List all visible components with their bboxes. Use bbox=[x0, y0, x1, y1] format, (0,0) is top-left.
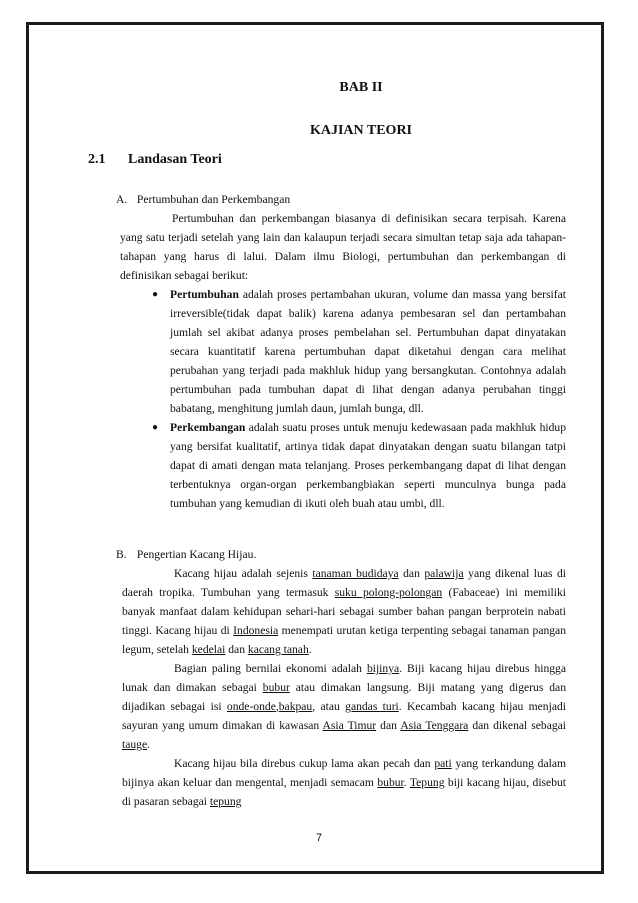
text-run: yang terkandung dalam bijinya akan keluar dan mengental, menjadi semacam bbox=[122, 757, 566, 789]
text-run: dan bbox=[225, 643, 248, 656]
link-bijinya[interactable]: bijinya bbox=[366, 662, 400, 675]
link-suku-polong-polongan[interactable]: suku polong-polongan bbox=[334, 586, 443, 599]
link-bubur[interactable]: bubur bbox=[262, 681, 290, 694]
subsection-a-label: A. bbox=[116, 193, 128, 206]
link-tepung-2[interactable]: tepung bbox=[209, 795, 242, 808]
definition-list bbox=[96, 285, 566, 513]
list-item bbox=[152, 285, 566, 418]
subsection-a-intro: Pertumbuhan dan perkembangan biasanya di definisikan secara terpisah. Karena yang satu terjadi setelah yang lain dan kalaupun terjadi secara simultan tetap saja ada tahapan-tahapan yang harus di lalui. Dalam ilmu Biologi, pertumbuhan dan perkembangan di definisikan sebagai berikut: bbox=[120, 212, 566, 282]
bullet-icon: ● bbox=[152, 289, 159, 300]
section-title: Landasan Teori bbox=[128, 152, 222, 167]
text-run: , atau bbox=[312, 700, 346, 713]
link-asia-tenggara[interactable]: Asia Tenggara bbox=[400, 719, 469, 732]
subsection-b-title: Pengertian Kacang Hijau. bbox=[136, 548, 257, 561]
link-tanaman-budidaya[interactable]: tanaman budidaya bbox=[312, 567, 399, 580]
text-run: yang dikenal luas di daerah tropika. Tumbuhan yang termasuk bbox=[122, 567, 566, 599]
term-perkembangan: Perkembangan bbox=[170, 421, 246, 434]
text-run: Kacang hijau bila direbus cukup lama akan pecah dan bbox=[174, 757, 435, 770]
term-pertumbuhan: Pertumbuhan bbox=[170, 288, 239, 301]
text-run: dan bbox=[398, 567, 425, 580]
text-run: , bbox=[275, 700, 279, 713]
link-bubur-2[interactable]: bubur bbox=[377, 776, 404, 789]
chapter-label: BAB II bbox=[339, 80, 383, 95]
chapter-title: KAJIAN TEORI bbox=[309, 123, 413, 138]
text-run: dan bbox=[376, 719, 401, 732]
bullet-icon: ● bbox=[152, 422, 159, 433]
list-item bbox=[152, 418, 566, 513]
text-run: menempati urutan ketiga terpenting sebagai tanaman pangan legum, setelah bbox=[122, 624, 566, 656]
text-run: Bagian paling bernilai ekonomi adalah bbox=[174, 662, 367, 675]
link-kacang-tanah[interactable]: kacang tanah bbox=[247, 643, 309, 656]
paragraph-definition bbox=[122, 564, 566, 659]
text-run: dan dikenal sebagai bbox=[468, 719, 567, 732]
section-heading bbox=[88, 150, 566, 172]
text-run: . bbox=[147, 738, 151, 751]
definition-perkembangan: adalah suatu proses untuk menuju kedewasaan pada makhluk hidup yang bersifat kualitatif, artinya tidak dapat dinyatakan dengan suatu bilangan tatpi dapat di amati dengan mata telanjang. Proses perkembangang dapat di lihat dengan terbentuknya organ-organ perkembangbiakan seperti munculnya bunga pada tumbuhan yang kemudian di ikuti oleh buah atau umbi, dll. bbox=[170, 421, 566, 510]
link-kedelai[interactable]: kedelai bbox=[191, 643, 226, 656]
link-tepung[interactable]: Tepung bbox=[409, 776, 445, 789]
link-pati[interactable]: pati bbox=[434, 757, 452, 770]
definition-pertumbuhan: adalah proses pertambahan ukuran, volume dan massa yang bersifat irreversible(tidak dapat balik) karena adanya pembesaran sel dan pertambahan jumlah sel akibat adanya proses pembelahan sel. Pertumbuhan dapat dinyatakan secara kuantitatif karena pertumbuhan dapat diketahui dengan cara melihat perubahan yang terjadi pada makhluk hidup yang bersangkutan. Contohnya adalah pertumbuhan pada tumbuhan dapat di lihat dengan adanya perubahan tinggi babatang, menghitung jumlah daun, jumlah bunga, dll. bbox=[170, 288, 566, 415]
subsection-b-heading bbox=[116, 545, 566, 564]
text-run: . bbox=[403, 776, 410, 789]
section-number: 2.1 bbox=[88, 152, 106, 167]
subsection-a-heading bbox=[116, 190, 566, 209]
text-run: . bbox=[308, 643, 312, 656]
link-asia-timur[interactable]: Asia Timur bbox=[322, 719, 377, 732]
subsection-b-label: B. bbox=[116, 548, 127, 561]
link-tauge[interactable]: tauge bbox=[122, 738, 148, 751]
text-run: biji kacang hijau, disebut di pasaran sebagai bbox=[122, 776, 567, 808]
text-run: . Kecambah kacang hijau menjadi sayuran yang umum dimakan di kawasan bbox=[122, 700, 566, 732]
link-indonesia[interactable]: Indonesia bbox=[233, 624, 279, 637]
subsection-a-title: Pertumbuhan dan Perkembangan bbox=[136, 193, 291, 206]
paragraph-economic-value bbox=[122, 659, 566, 754]
text-run: Kacang hijau adalah sejenis bbox=[174, 567, 313, 580]
paragraph-cooking bbox=[122, 754, 566, 811]
text-run: . Biji kacang hijau direbus hingga lunak dan dimakan sebagai bbox=[122, 662, 567, 694]
text-run: (Fabaceae) ini memiliki banyak manfaat dalam kehidupan sehari-hari sebagai sumber bahan pangan berprotein nabati tinggi. Kacang hijau di bbox=[122, 586, 566, 637]
link-bakpau[interactable]: bakpau bbox=[278, 700, 313, 713]
text-run: atau dimakan langsung. Biji matang yang digerus dan dijadikan sebagai isi bbox=[122, 681, 566, 713]
page-content bbox=[88, 78, 567, 811]
link-palawija[interactable]: palawija bbox=[424, 567, 464, 580]
link-gandas-turi[interactable]: gandas turi bbox=[345, 700, 399, 713]
link-onde-onde[interactable]: onde-onde bbox=[226, 700, 276, 713]
page-number: 7 bbox=[315, 832, 323, 844]
